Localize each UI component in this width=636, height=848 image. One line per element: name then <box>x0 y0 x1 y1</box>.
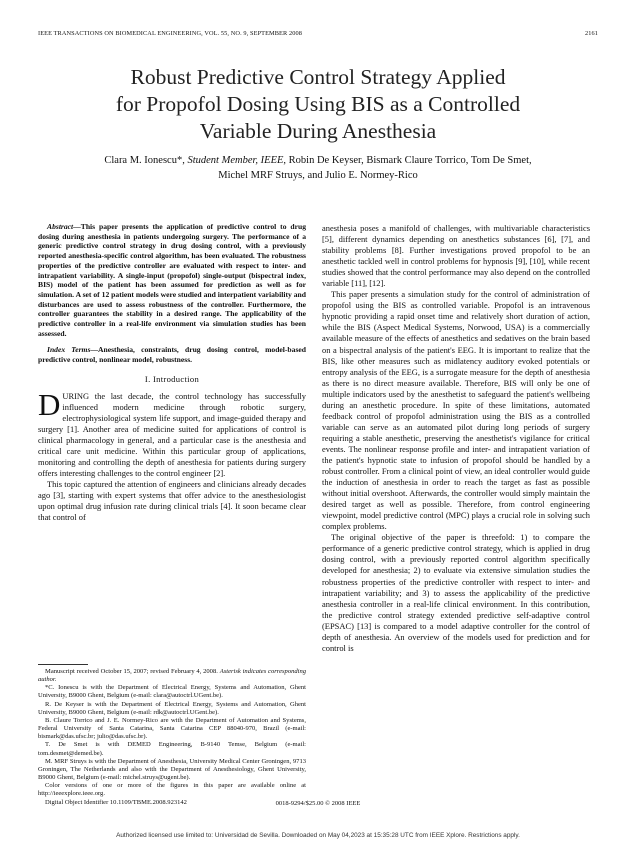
section-heading: I. Introduction <box>144 373 200 384</box>
title-line-2: for Propofol Dosing Using BIS as a Controlled <box>115 92 521 116</box>
intro-paragraph-1 <box>38 386 306 479</box>
asterisk-note: Asterisk indicates corresponding author. <box>38 668 307 684</box>
title-line-1: Robust Predictive Control Strategy Applied <box>130 65 506 89</box>
abstract-label: Abstract <box>47 222 74 231</box>
footnote-desmet: T. De Smet is with DEMED Engineering, B-9140 Temse, Belgium (e-mail: tom.desmet@demed.be). <box>38 741 306 757</box>
author-list <box>40 153 596 183</box>
footnote-doi: Digital Object Identifier 10.1109/TBME.2008.923142 <box>45 798 187 806</box>
right-column <box>322 223 590 654</box>
footnote-struys: M. MRF Struys is with the Department of Anesthesia, University Medical Center Groningen, 9713 Groningen, The Netherlands and also with the Department of Anesthesiology, Ghent University, B9000 Ghent, Belgium (e-mail: michel.struys@ugent.be). <box>38 757 306 782</box>
abstract-text: —This paper presents the application of predictive control to drug dosing during anesthesia in patients undergoing surgery. The performance of a generic predictive control strategy in drug dosing control, with a previously reported anesthesia-specific control algorithm, has been evaluated. The robustness properties of the predictive controller are evaluated with respect to inter- and intrapatient variability. A single-input (propofol) single-output (bispectral index, BIS) model of the patient has been assumed for prediction as well as for simulation. A set of 12 patient models were studied and interpatient variability and disturbances are used to assess robustness of the controller. Furthermore, the controller guarantees the stability in a desired range. The applicability of the predictive controller in a real-life environment via simulation studies has been assessed. <box>38 222 306 338</box>
copyright-line: 0018-9294/$25.00 © 2008 IEEE <box>275 800 361 807</box>
index-terms-label: Index Terms <box>47 345 91 355</box>
drop-cap: D <box>38 386 61 422</box>
right-paragraph-2: This paper presents a simulation study for the control of administration of propofol using the BIS as controlled variable. Propofol is an intravenous hypnotic providing a rapid onset time and relatively short duration of action, while the BIS (Aspect Medical Systems, Norwood, USA) is a commercially available measure of the effects of anesthetics and sedatives on the brain based on a bispectral analysis of the patient's EEG. It is important to realize that the BIS, like other measures such as midlatency auditory evoked potentials or entropy analysis of the EEG, is a surrogate measure for the depth of anesthesia as there is no direct measure available. Therefore, BIS will only be one of multiple indicators used by the anesthetist to safeguard the patient's wellbeing during an anesthetic procedure. In spite of these limitations, automated feedback control of propofol administration using the BIS as a controlled variable can serve as an automated pilot during long periods of surgery requiring a stable anesthetic, preserving the anesthetist's vigilance for critical events. The nonlinear response profile and inter- and intrapatient variation of the patient's hypnotic state to infusion of propofol should be handled by a robust controller. From a clinical point of view, an ideal controller would guide the induction of anesthesia in order to reach the target as fast as possible without initial overshoot. Afterwards, the controller would simply maintain the desired target as well as possible. Therefore, from control engineering viewpoint, model predictive control (MPC) plays a crucial role in solving such complex problems. <box>322 289 590 532</box>
index-terms <box>38 345 306 364</box>
paper-title <box>30 64 606 145</box>
journal-name: IEEE TRANSACTIONS ON BIOMEDICAL ENGINEERING, VOL. 55, NO. 9, SEPTEMBER 2008 <box>38 30 302 37</box>
received-dates: Manuscript received October 15, 2007; revised February 4, 2008. <box>45 668 218 675</box>
authors-line-2: Michel MRF Struys, and Julio E. Normey-Rico <box>218 170 418 181</box>
abstract <box>38 222 306 338</box>
co-authors-1: , Robin De Keyser, Bismark Claure Torrico, Tom De Smet, <box>283 155 532 166</box>
author-membership: Student Member, IEEE <box>187 155 284 166</box>
page-number: 2161 <box>585 30 598 37</box>
right-paragraph-3: The original objective of the paper is threefold: 1) to compare the performance of a generic predictive control strategy, which is applied in drug dosing control, with a previously reported control algorithm specifically developed for anesthesia; 2) to evaluate via extensive simulation studies the robustness properties of the predictive controller with respect to inter- and intrapatient variability; and 3) to assess the applicability of the predictive anesthesia controller in a real-life clinical environment. In this contribution, the predictive control strategy extended predictive self-adaptive control (EPSAC) [13] is compared to a model adaptive controller for the control of depth of anesthesia. An overview of the models used for prediction and for control is <box>322 532 590 653</box>
footnote-received <box>38 668 306 684</box>
right-paragraph-1: anesthesia poses a manifold of challenges, with multivariable characteristics [5], different dynamics depending on anesthetics substances [6], [7], and stability problems [8]. Further investigations proved propofol to be an anesthetic tackled well in control problems for hypnosis [9], [10], while recent studies showed that the control performance may also depend on the controlled variable [11], [12]. <box>322 223 590 289</box>
intro-paragraph-1-text: URING the last decade, the control technology has successfully influenced modern medicine through robotic surgery, electrophysiological system life support, and image-guided therapy and surgery [1]. Another area of medicine suited for applications of control is clinical pharmacology in general, and a particular case is the anesthesia and critical care unit medicine. Within this particular group of applications, monitoring and controlling the depth of anesthesia for patients during surgery offers interesting challenges to the control engineer [2]. <box>38 390 306 479</box>
footnote-ionescu: *C. Ionescu is with the Department of Electrical Energy, Systems and Automation, Ghent University, B9000 Ghent, Belgium (e-mail: clara@autoctrl.UGent.be). <box>38 684 306 700</box>
left-column <box>38 222 306 523</box>
license-notice: Authorized licensed use limited to: Universidad de Sevilla. Downloaded on May 04,2023 at 15:35:28 UTC from IEEE Xplore. Restrictions apply. <box>116 832 520 839</box>
index-terms-text: —Anesthesia, constraints, drug dosing control, model-based predictive control, nonlinear model, robustness. <box>38 345 306 365</box>
footnotes <box>38 664 306 807</box>
title-line-3: Variable During Anesthesia <box>199 119 437 143</box>
footnote-dekeyser: R. De Keyser is with the Department of Electrical Energy, Systems and Automation, Ghent University, B9000 Ghent, Belgium (e-mail: rdk@autoctrl.UGent.be). <box>38 700 306 716</box>
footnote-rule <box>38 664 88 665</box>
running-header <box>38 30 598 37</box>
footnote-color: Color versions of one or more of the figures in this paper are available online at http://ieeexplore.ieee.org. <box>38 782 306 798</box>
authors-line-1 <box>40 153 596 168</box>
footnote-torrico: B. Claure Torrico and J. E. Normey-Rico are with the Department of Automation and Systems, Federal University of Santa Catarina, Santa Catarina CEP 88040-970, Brazil (e-mail: bismark@das.ufsc.br; julio@das.ufsc.br). <box>38 716 306 741</box>
intro-paragraph-2: This topic captured the attention of engineers and clinicians already decades ago [3], starting with expert systems that offer advice to the anesthesiologist upon optimal drug infusion rate during clinical trials [4]. It soon became clear that control of <box>38 479 306 523</box>
first-author: Clara M. Ionescu*, <box>104 155 185 166</box>
